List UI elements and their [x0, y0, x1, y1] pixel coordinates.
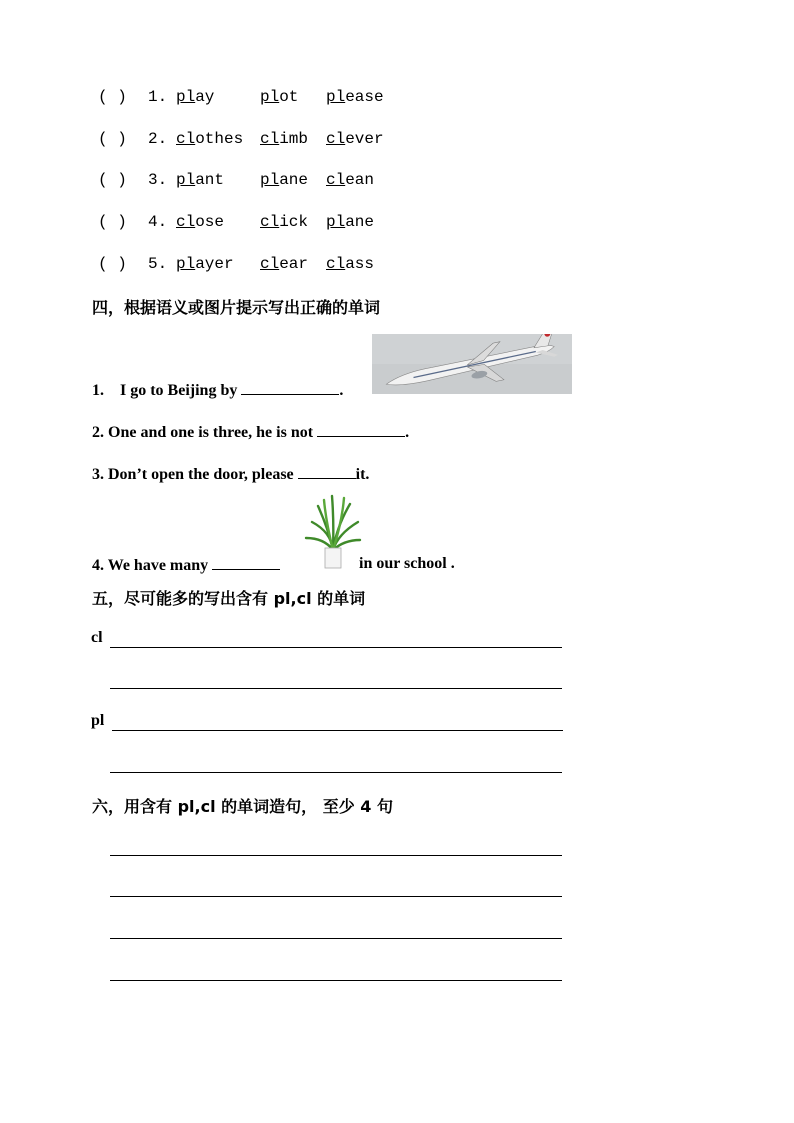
answer-parentheses[interactable]: ( ) [98, 88, 127, 106]
question-2 [92, 422, 409, 442]
answer-parentheses[interactable]: ( ) [98, 171, 127, 189]
word-option [260, 255, 308, 273]
underlined-letters: pl [176, 171, 196, 189]
question-text: 2. One and one is three, he is not [92, 424, 314, 441]
word-rest: ass [345, 255, 375, 273]
answer-parentheses[interactable]: ( ) [98, 213, 127, 231]
word-option [260, 88, 298, 106]
word-rest: ease [345, 88, 384, 106]
answer-blank[interactable] [241, 380, 339, 395]
word-option [326, 255, 374, 273]
word-rest: ose [195, 213, 225, 231]
question-4 [92, 555, 280, 575]
question-number: 1. [92, 382, 104, 399]
answer-parentheses[interactable]: ( ) [98, 255, 127, 273]
word-rest: ean [345, 171, 375, 189]
item-number: 3. [148, 171, 168, 189]
underlined-letters: pl [326, 88, 346, 106]
answer-line[interactable] [110, 980, 562, 981]
answer-line[interactable] [110, 647, 562, 648]
question-text-end: it. [355, 466, 370, 483]
plant-image [304, 492, 362, 570]
word-rest: ayer [195, 255, 234, 273]
question-text: 4. We have many [92, 557, 209, 574]
word-rest: ant [195, 171, 225, 189]
answer-line[interactable] [110, 896, 562, 897]
answer-line[interactable] [110, 772, 562, 773]
item-number: 2. [148, 130, 168, 148]
underlined-letters: pl [326, 213, 346, 231]
answer-line[interactable] [110, 688, 562, 689]
word-option [260, 130, 308, 148]
item-number: 4. [148, 213, 168, 231]
cl-label: cl [91, 629, 103, 646]
word-option [176, 88, 214, 106]
underlined-letters: cl [260, 130, 280, 148]
airplane-image [372, 334, 572, 394]
word-option [326, 213, 374, 231]
word-rest: ane [345, 213, 375, 231]
question-text-end: . [405, 424, 410, 441]
word-option [326, 171, 374, 189]
question-1 [92, 380, 343, 400]
answer-parentheses[interactable]: ( ) [98, 130, 127, 148]
word-rest: ot [279, 88, 299, 106]
question-text: I go to Beijing by [120, 382, 238, 399]
answer-blank[interactable] [212, 555, 280, 570]
word-option [176, 255, 234, 273]
answer-line[interactable] [110, 855, 562, 856]
word-rest: othes [195, 130, 244, 148]
question-text: 3. Don’t open the door, please [92, 466, 294, 483]
word-rest: ay [195, 88, 215, 106]
word-option [176, 171, 224, 189]
underlined-letters: cl [326, 255, 346, 273]
section-6-heading: 六，用含有 pl,cl 的单词造句， 至少 4 句 [92, 797, 393, 816]
underlined-letters: cl [326, 171, 346, 189]
item-number: 1. [148, 88, 168, 106]
word-option [176, 213, 224, 231]
word-rest: ear [279, 255, 309, 273]
underlined-letters: pl [260, 171, 280, 189]
word-option [260, 171, 308, 189]
question-text-end: . [339, 382, 344, 399]
word-option [326, 88, 384, 106]
answer-blank[interactable] [317, 422, 405, 437]
section-4-heading: 四，根据语义或图片提示写出正确的单词 [92, 298, 381, 317]
word-rest: ever [345, 130, 384, 148]
word-option [260, 213, 308, 231]
item-number: 5. [148, 255, 168, 273]
word-option [326, 130, 384, 148]
question-3 [92, 464, 369, 484]
underlined-letters: cl [176, 130, 196, 148]
underlined-letters: pl [176, 88, 196, 106]
section-5-heading: 五，尽可能多的写出含有 pl,cl 的单词 [92, 589, 366, 608]
underlined-letters: cl [260, 255, 280, 273]
answer-line[interactable] [112, 730, 563, 731]
word-rest: ick [279, 213, 309, 231]
answer-line[interactable] [110, 938, 562, 939]
underlined-letters: pl [176, 255, 196, 273]
word-option [176, 130, 243, 148]
question-4-end: in our school . [359, 555, 455, 572]
word-rest: ane [279, 171, 309, 189]
underlined-letters: cl [326, 130, 346, 148]
underlined-letters: cl [176, 213, 196, 231]
answer-blank[interactable] [298, 464, 356, 479]
underlined-letters: cl [260, 213, 280, 231]
underlined-letters: pl [260, 88, 280, 106]
word-rest: imb [279, 130, 309, 148]
pl-label: pl [91, 712, 105, 729]
